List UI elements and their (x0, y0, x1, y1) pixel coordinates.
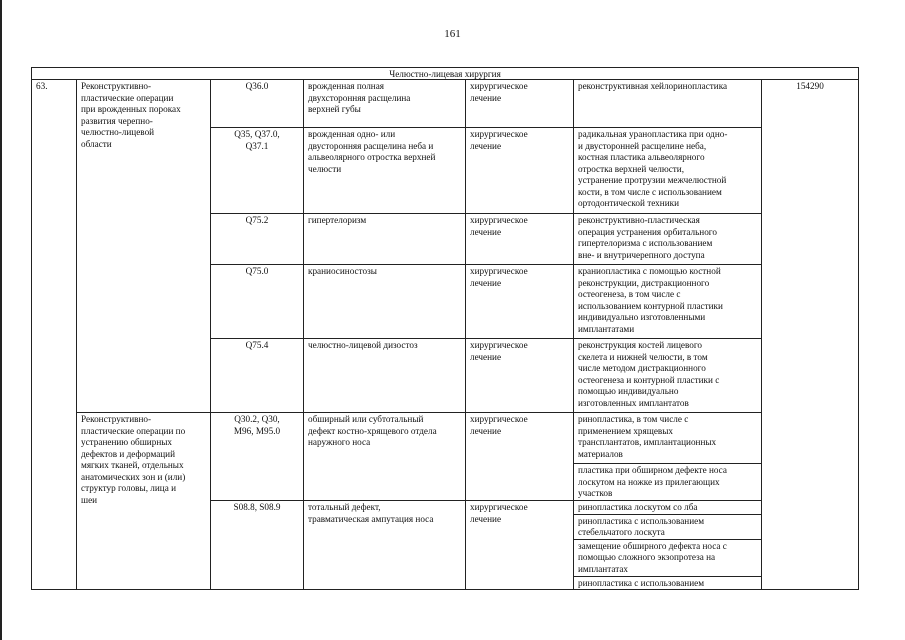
table-row (32, 413, 859, 464)
group-name: Реконструктивно- пластические операции по устранению обширных дефектов и деформаций мягких тканей, отдельных анатомических зон и (или) структур головы, лица и шеи (77, 413, 211, 590)
section-header-row (32, 68, 859, 80)
codes-cell: Q75.0 (211, 265, 304, 339)
diagnosis-cell: краниосиностозы (304, 265, 466, 339)
codes-cell: Q35, Q37.0, Q37.1 (211, 128, 304, 214)
treatment-cell: хирургическое лечение (466, 339, 574, 413)
treatment-cell: хирургическое лечение (466, 265, 574, 339)
diagnosis-cell: врожденная одно- или двусторонняя расщелина неба и альвеолярного отростка верхней челюсти (304, 128, 466, 214)
method-cell: реконструктивно-пластическая операция устранения орбитального гипертелоризма с использованием вне- и внутричерепного доступа (574, 214, 762, 265)
treatment-cell: хирургическое лечение (466, 413, 574, 501)
codes-cell: Q75.4 (211, 339, 304, 413)
method-cell: реконструкция костей лицевого скелета и нижней челюсти, в том числе методом дистракционного остеогенеза и контурной пластики с помощью индивидуально изготовленных имплантатов (574, 339, 762, 413)
diagnosis-cell: челюстно-лицевой дизостоз (304, 339, 466, 413)
method-cell: радикальная уранопластика при одно- и двусторонней расщелине неба, костная пластика альвеолярного отростка верхней челюсти, устранение протрузии межчелюстной кости, в том числе с использованием ортодонтической техники (574, 128, 762, 214)
method-cell: ринопластика с использованием стебельчатого лоскута (574, 514, 762, 539)
method-cell: ринопластика с использованием (574, 576, 762, 590)
procedures-table (31, 67, 859, 590)
treatment-cell: хирургическое лечение (466, 128, 574, 214)
codes-cell: Q36.0 (211, 80, 304, 128)
method-cell: реконструктивная хейлоринопластика (574, 80, 762, 128)
method-cell: ринопластика лоскутом со лба (574, 501, 762, 515)
group-number: 63. (32, 80, 77, 590)
page-left-edge (0, 0, 2, 640)
method-cell: ринопластика, в том числе с применением хрящевых трансплантатов, имплантационных материалов (574, 413, 762, 464)
method-cell: краниопластика с помощью костной реконструкции, дистракционного остеогенеза, в том числе с использованием контурной пластики индивидуально изготовленными имплантатами (574, 265, 762, 339)
section-title: Челюстно-лицевая хирургия (32, 68, 859, 80)
codes-cell: Q30.2, Q30, M96, M95.0 (211, 413, 304, 501)
group-name: Реконструктивно- пластические операции при врожденных пороках развития черепно- челюстно-лицевой области (77, 80, 211, 413)
diagnosis-cell: гипертелоризм (304, 214, 466, 265)
treatment-cell: хирургическое лечение (466, 501, 574, 590)
page-number: 161 (444, 28, 461, 40)
treatment-cell: хирургическое лечение (466, 80, 574, 128)
cost-cell: 154290 (762, 80, 859, 590)
method-cell: пластика при обширном дефекте носа лоскутом на ножке из прилегающих участков (574, 464, 762, 501)
codes-cell: S08.8, S08.9 (211, 501, 304, 590)
method-cell: замещение обширного дефекта носа с помощью сложного экзопротеза на имплантатах (574, 539, 762, 576)
treatment-cell: хирургическое лечение (466, 214, 574, 265)
diagnosis-cell: тотальный дефект, травматическая ампутация носа (304, 501, 466, 590)
codes-cell: Q75.2 (211, 214, 304, 265)
table-row (32, 80, 859, 128)
diagnosis-cell: врожденная полная двухсторонняя расщелина верхней губы (304, 80, 466, 128)
diagnosis-cell: обширный или субтотальный дефект костно-хрящевого отдела наружного носа (304, 413, 466, 501)
